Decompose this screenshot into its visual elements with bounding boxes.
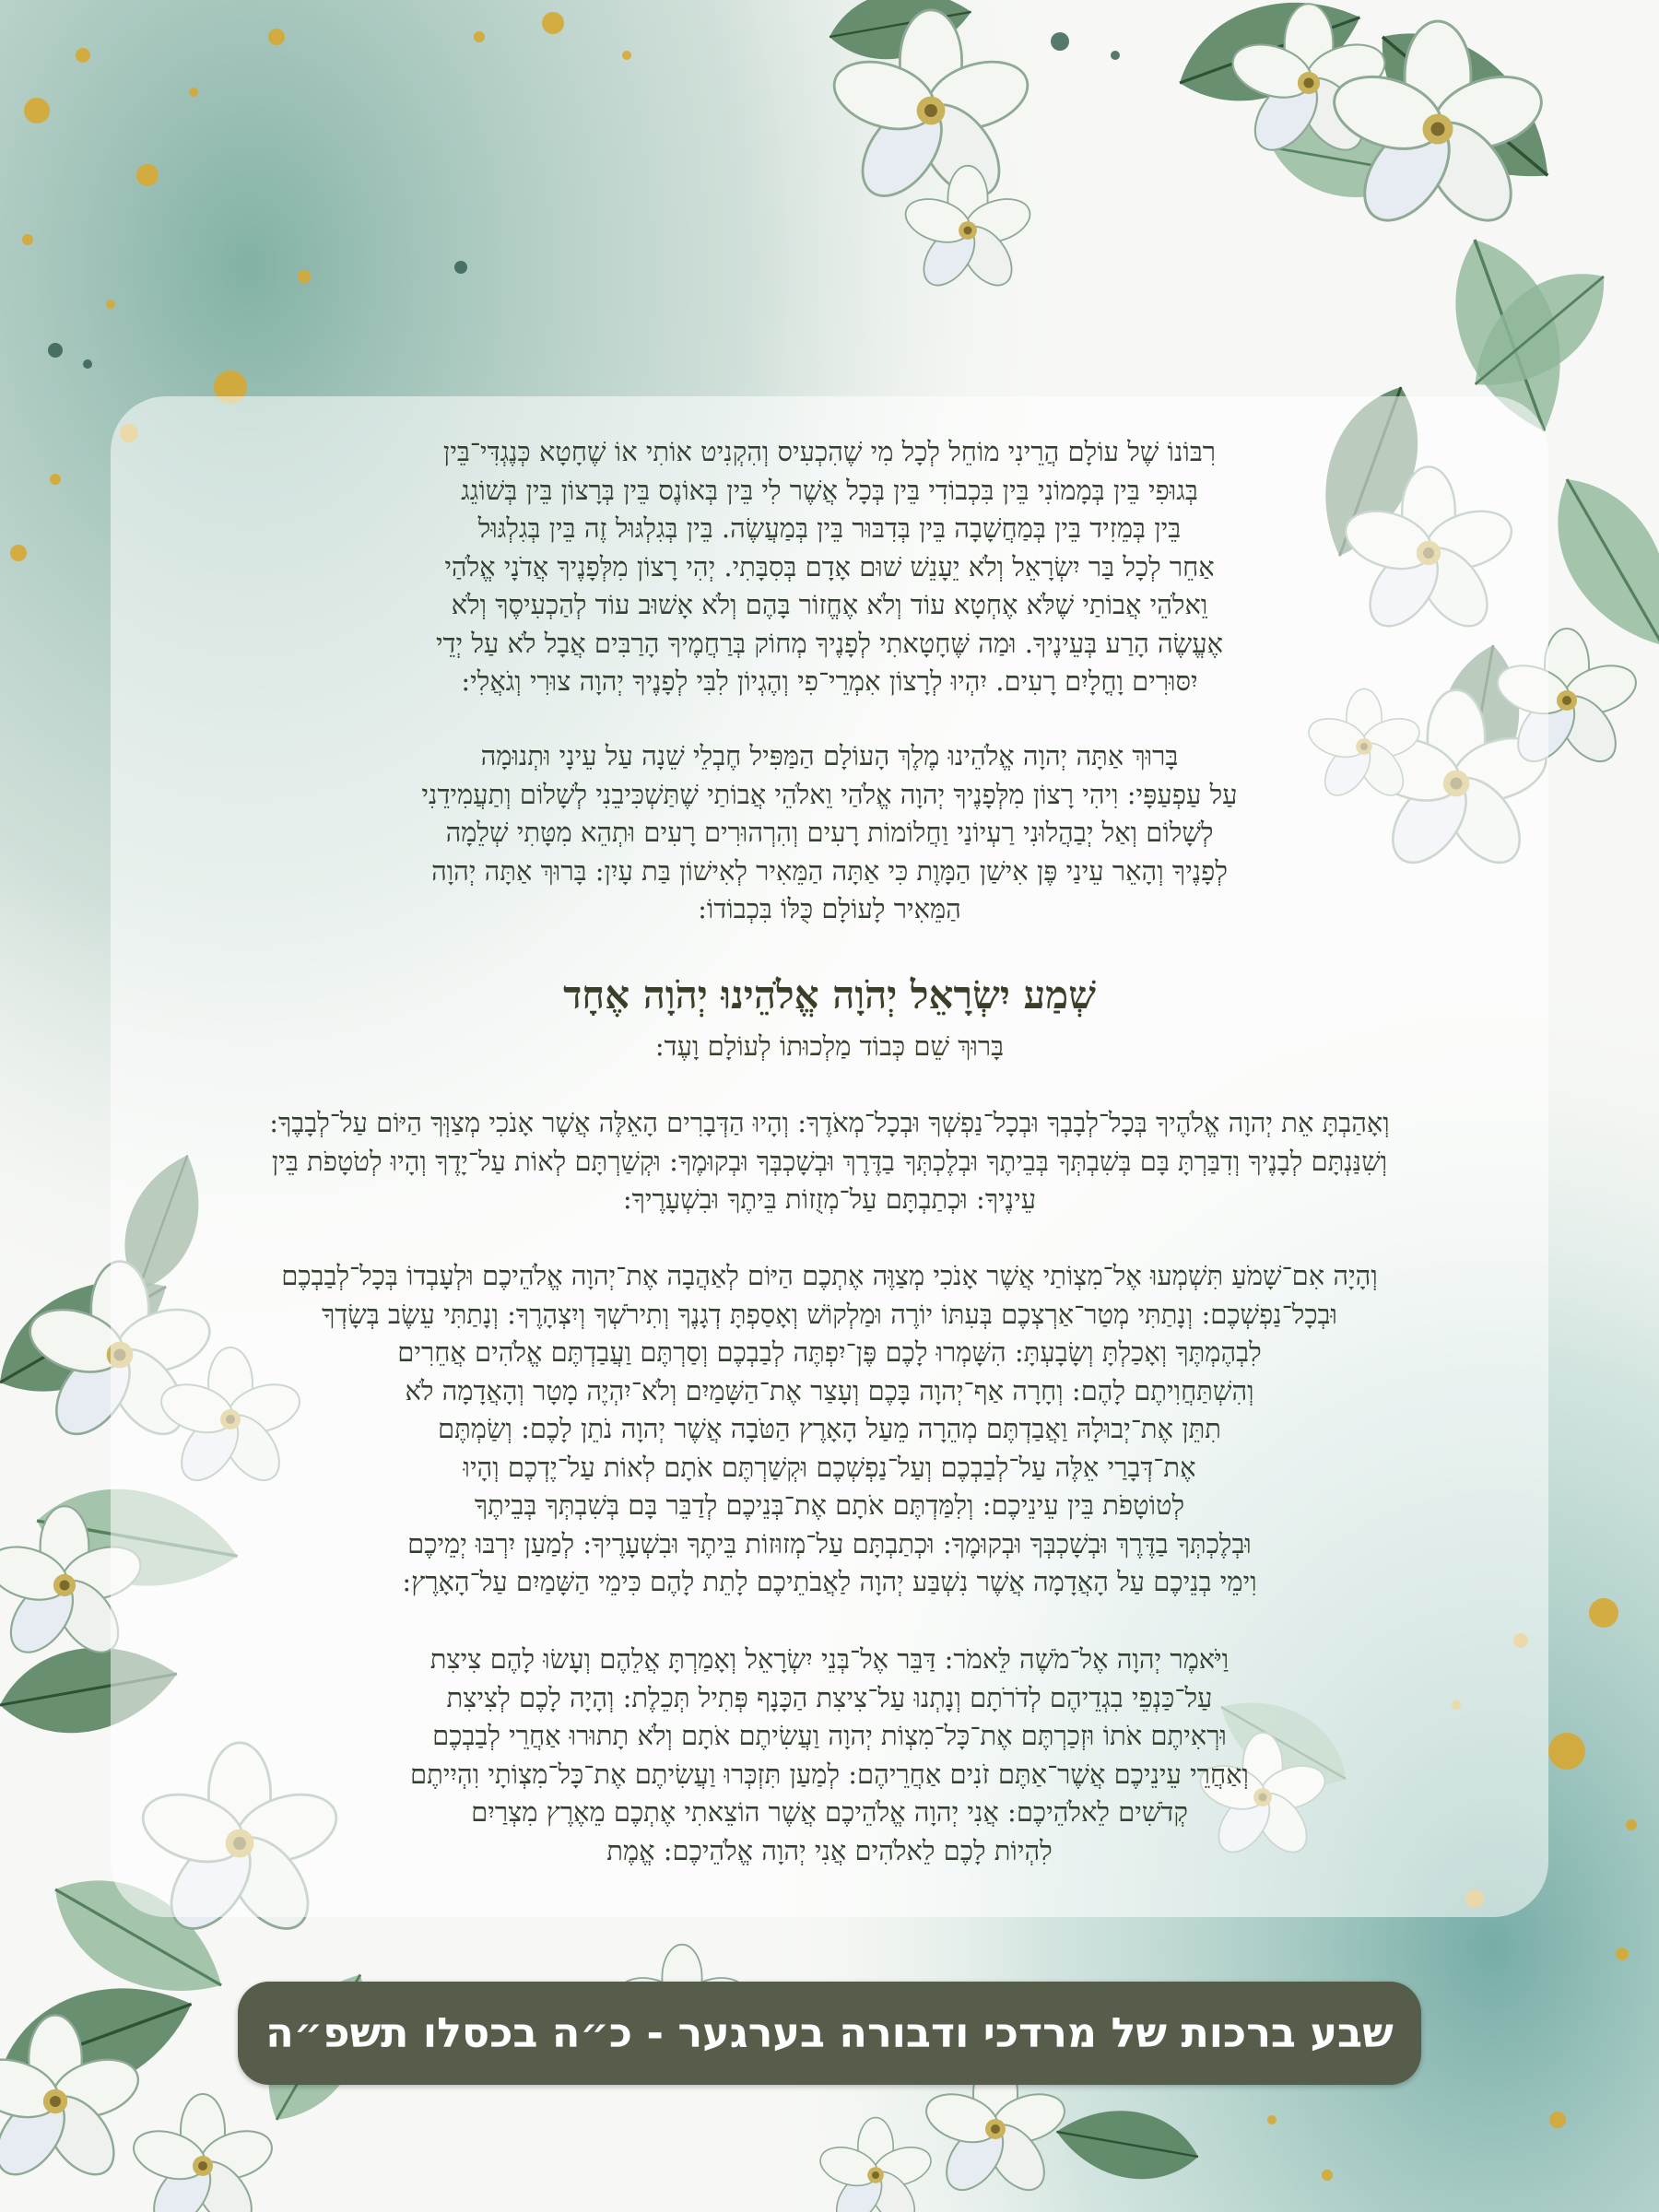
dedication-banner — [238, 1982, 1421, 2085]
paragraph-vehaya — [129, 1257, 1530, 1602]
text-line: בְּגוּפִי בֵּין בְּמָמוֹנִי בֵּין בִּכְבוֹדִי בֵּין בְּכָל אֲשֶׁר לִי בֵּין בְּאוֹנֶס בֵּין בְּרָצוֹן בֵּין בְּשׁוֹגֵג — [461, 474, 1198, 506]
text-line: אֶת־דְּבָרַי אֵלֶּה עַל־לְבַבְכֶם וְעַל־נַפְשְׁכֶם וּקְשַׁרְתֶּם אֹתָם לְאוֹת עַל־יֶדְכֶם וְהָיוּ — [463, 1451, 1196, 1483]
paragraph-vayomer — [240, 1641, 1419, 1870]
text-line: וּבְכָל־נַפְשְׁכֶם: וְנָתַתִּי מְטַר־אַרְצְכֶם בְּעִתּוֹ יוֹרֶה וּמַלְקוֹשׁ וְאָסַפְתָּ דְגָנֶךָ וְתִירֹשְׁךָ וְיִצְהָרֶךָ: וְנָתַתִּי עֵשֶׂב בְּשָׂדְךָ — [322, 1298, 1337, 1330]
text-line: לְפָנֶיךָ וְהָאֵר עֵינַי פֶּן אִישַׁן הַמָּוֶת כִּי אַתָּה הַמֵּאִיר לְאִישׁוֹן בַּת עָיִן: בָּרוּךְ אַתָּה יְהוָה — [431, 854, 1228, 887]
text-line: וּרְאִיתֶם אֹתוֹ וּזְכַרְתֶּם אֶת־כָּל־מִצְוֹת יְהוָה וַעֲשִׂיתֶם אֹתָם וְלֹא תָתוּרוּ אַחֲרֵי לְבַבְכֶם — [432, 1720, 1227, 1751]
text-line: יִסּוּרִים וָחֳלָיִם רָעִים. יִהְיוּ לְרָצוֹן אִמְרֵי־פִי וְהֶגְיוֹן לִבִּי לְפָנֶיךָ יְהוָה צוּרִי וְגֹאֲלִי: — [461, 665, 1198, 697]
text-line: בֵּין בְּמֵזִיד בֵּין בְּמַחֲשָׁבָה בֵּין בְּדִבּוּר בֵּין בְּמַעֲשֶׂה. בֵּין בְּגִלְגּוּל זֶה בֵּין בְּגִלְגּוּל — [477, 512, 1182, 544]
text-line: לְשָׁלוֹם וְאַל יְבַהֲלוּנִי רַעְיוֹנַי וַחֲלוֹמוֹת רָעִים וְהִרְהוּרִים רָעִים וּתְהֵא מִטָּתִי שְׁלֵמָה — [445, 817, 1214, 848]
text-line: לִבְהֶמְתֶּךָ וְאָכַלְתָּ וְשָׂבָעְתָּ: הִשָּׁמְרוּ לָכֶם פֶּן־יִפְתֶּה לְבַבְכֶם וְסַרְתֶּם וַעֲבַדְתֶּם אֱלֹהִים אֲחֵרִים — [397, 1336, 1262, 1368]
text-line: וְהִשְׁתַּחֲוִיתֶם לָהֶם: וְחָרָה אַף־יְהוָה בָּכֶם וְעָצַר אֶת־הַשָּׁמַיִם וְלֹא־יִהְיֶה מָטָר וְהָאֲדָמָה לֹא — [405, 1374, 1254, 1406]
prayer-hamapil — [295, 737, 1364, 929]
text-line: וַיֹּאמֶר יְהוָה אֶל־מֹשֶׁה לֵּאמֹר: דַּבֵּר אֶל־בְּנֵי יִשְׂרָאֵל וְאָמַרְתָּ אֲלֵהֶם וְעָשׂוּ לָהֶם צִיצִת — [429, 1643, 1230, 1675]
text-line: וִימֵי בְנֵיכֶם עַל הָאֲדָמָה אֲשֶׁר נִשְׁבַּע יְהוָה לַאֲבֹתֵיכֶם לָתֵת לָהֶם כִּימֵי הַשָּׁמַיִם עַל־הָאָרֶץ: — [402, 1566, 1257, 1597]
text-line: אַחֵר לְכָל בַּר יִשְׂרָאֵל וְלֹא יֵעָנֵשׁ שׁוּם אָדָם בְּסִבָּתִי. יְהִי רָצוֹן מִלְּפָנֶיךָ אֲדֹנָי אֱלֹהַי — [444, 550, 1215, 582]
shema-heading: שְׁמַע יִשְׂרָאֵל יְהֹוָה אֱלֹהֵינוּ יְהֹוָה אֶחָד — [563, 972, 1096, 1018]
text-line: וּבְלֶכְתְּךָ בַדֶּרֶךְ וּבְשָׁכְבְּךָ וּבְקוּמֶךָ: וּכְתַבְתָּם עַל־מְזוּזוֹת בֵּיתֶךָ וּבִשְׁעָרֶיךָ: לְמַעַן יִרְבּוּ יְמֵיכֶם — [407, 1527, 1252, 1559]
text-line: בָּרוּךְ אַתָּה יְהוָה אֱלֹהֵינוּ מֶלֶךְ הָעוֹלָם הַמַּפִּיל חֶבְלֵי שֵׁנָה עַל עֵינָי וּתְנוּמָה — [480, 740, 1179, 771]
text-line: לִהְיוֹת לָכֶם לֵאלֹהִים אֲנִי יְהוָה אֱלֹהֵיכֶם: אֱמֶת — [606, 1834, 1053, 1866]
text-line: עַל עַפְעַפָּי: וִיהִי רָצוֹן מִלְּפָנֶיךָ יְהוָה אֱלֹהַי וֵאלֹהֵי אֲבוֹתַי שֶׁתַּשְׁכִּיבֵנִי לְשָׁלוֹם וְתַעֲמִידֵנִי — [421, 778, 1238, 810]
text-line: וְאַחֲרֵי עֵינֵיכֶם אֲשֶׁר־אַתֶּם זֹנִים אַחֲרֵיהֶם: לְמַעַן תִּזְכְּרוּ וַעֲשִׂיתֶם אֶת־כָּל־מִצְוֹתָי וִהְיִיתֶם — [410, 1758, 1249, 1790]
text-line: עַל־כַּנְפֵי בִגְדֵיהֶם לְדֹרֹתָם וְנָתְנוּ עַל־צִיצִת הַכָּנָף פְּתִיל תְּכֵלֶת: וְהָיָה לָכֶם לְצִיצִת — [446, 1681, 1213, 1713]
text-line: וְאָהַבְתָּ אֵת יְהוָה אֱלֹהֶיךָ בְּכָל־לְבָבְךָ וּבְכָל־נַפְשְׁךָ וּבְכָל־מְאֹדֶךָ: וְהָיוּ הַדְּבָרִים הָאֵלֶּה אֲשֶׁר אָנֹכִי מְצַוְּךָ הַיּוֹם עַל־לְבָבֶךָ: — [269, 1107, 1390, 1138]
prayer-forgiveness — [304, 433, 1355, 701]
shema-subheading: בָּרוּךְ שֵׁם כְּבוֹד מַלְכוּתוֹ לְעוֹלָם וָעֶד: — [654, 1030, 1005, 1062]
text-line: הַמֵּאִיר לָעוֹלָם כֻּלּוֹ בִּכְבוֹדוֹ: — [698, 893, 961, 924]
text-line: עֵינֶיךָ: וּכְתַבְתָּם עַל־מְזֻזוֹת בֵּיתֶךָ וּבִשְׁעָרֶיךָ: — [622, 1183, 1037, 1215]
text-line: וְשִׁנַּנְתָּם לְבָנֶיךָ וְדִבַּרְתָּ בָּם בְּשִׁבְתְּךָ בְּבֵיתֶךָ וּבְלֶכְתְּךָ בַדֶּרֶךְ וּבְשָׁכְבְּךָ וּבְקוּמֶךָ: וּקְשַׁרְתָּם לְאוֹת עַל־יָדֶךָ וְהָיוּ לְטֹטָפֹת בֵּין — [271, 1145, 1388, 1177]
paragraph-veahavta — [92, 1104, 1567, 1219]
text-line: תִתֵּן אֶת־יְבוּלָהּ וַאֲבַדְתֶּם מְהֵרָה מֵעַל הָאָרֶץ הַטֹּבָה אֲשֶׁר יְהוָה נֹתֵן לָכֶם: וְשַׂמְתֶּם — [438, 1413, 1221, 1444]
text-line: וֵאלֹהֵי אֲבוֹתַי שֶׁלֹּא אֶחְטָא עוֹד וְלֹא אֶחֱזוֹר בָּהֶם וְלֹא אָשׁוּב עוֹד לְהַכְעִיסֶךָ וְלֹא — [451, 589, 1208, 620]
text-line: לְטוֹטָפֹת בֵּין עֵינֵיכֶם: וְלִמַּדְתֶּם אֹתָם אֶת־בְּנֵיכֶם לְדַבֵּר בָּם בְּשִׁבְתְּךָ בְּבֵיתֶךָ — [474, 1489, 1185, 1521]
text-line: רִבּוֹנוֹ שֶׁל עוֹלָם הֲרֵינִי מוֹחֵל לְכָל מִי שֶׁהִכְעִיס וְהִקְנִיט אוֹתִי אוֹ שֶׁחָטָא כְּנֶגְדִּי־בֵּין — [442, 436, 1217, 467]
dedication-text: שבע ברכות של מרדכי ודבורה בערגער - כ״ה בכסלו תשפ״ה — [265, 2009, 1394, 2057]
text-line: אֶעֱשֶׂה הָרַע בְּעֵינֶיךָ. וּמַה שֶּׁחָטָאתִי לְפָנֶיךָ מְחוֹק בְּרַחֲמֶיךָ הָרַבִּים אֲבָל לֹא עַל יְדֵי — [435, 627, 1224, 659]
text-line: קְדֹשִׁים לֵאלֹהֵיכֶם: אֲנִי יְהוָה אֱלֹהֵיכֶם אֲשֶׁר הוֹצֵאתִי אֶתְכֶם מֵאֶרֶץ מִצְרַיִם — [471, 1796, 1188, 1828]
text-line: וְהָיָה אִם־שָׁמֹעַ תִּשְׁמְעוּ אֶל־מִצְוֹתַי אֲשֶׁר אָנֹכִי מְצַוֶּה אֶתְכֶם הַיּוֹם לְאַהֲבָה אֶת־יְהוָה אֱלֹהֵיכֶם וּלְעָבְדוֹ בְּכָל־לְבַבְכֶם — [281, 1260, 1378, 1291]
